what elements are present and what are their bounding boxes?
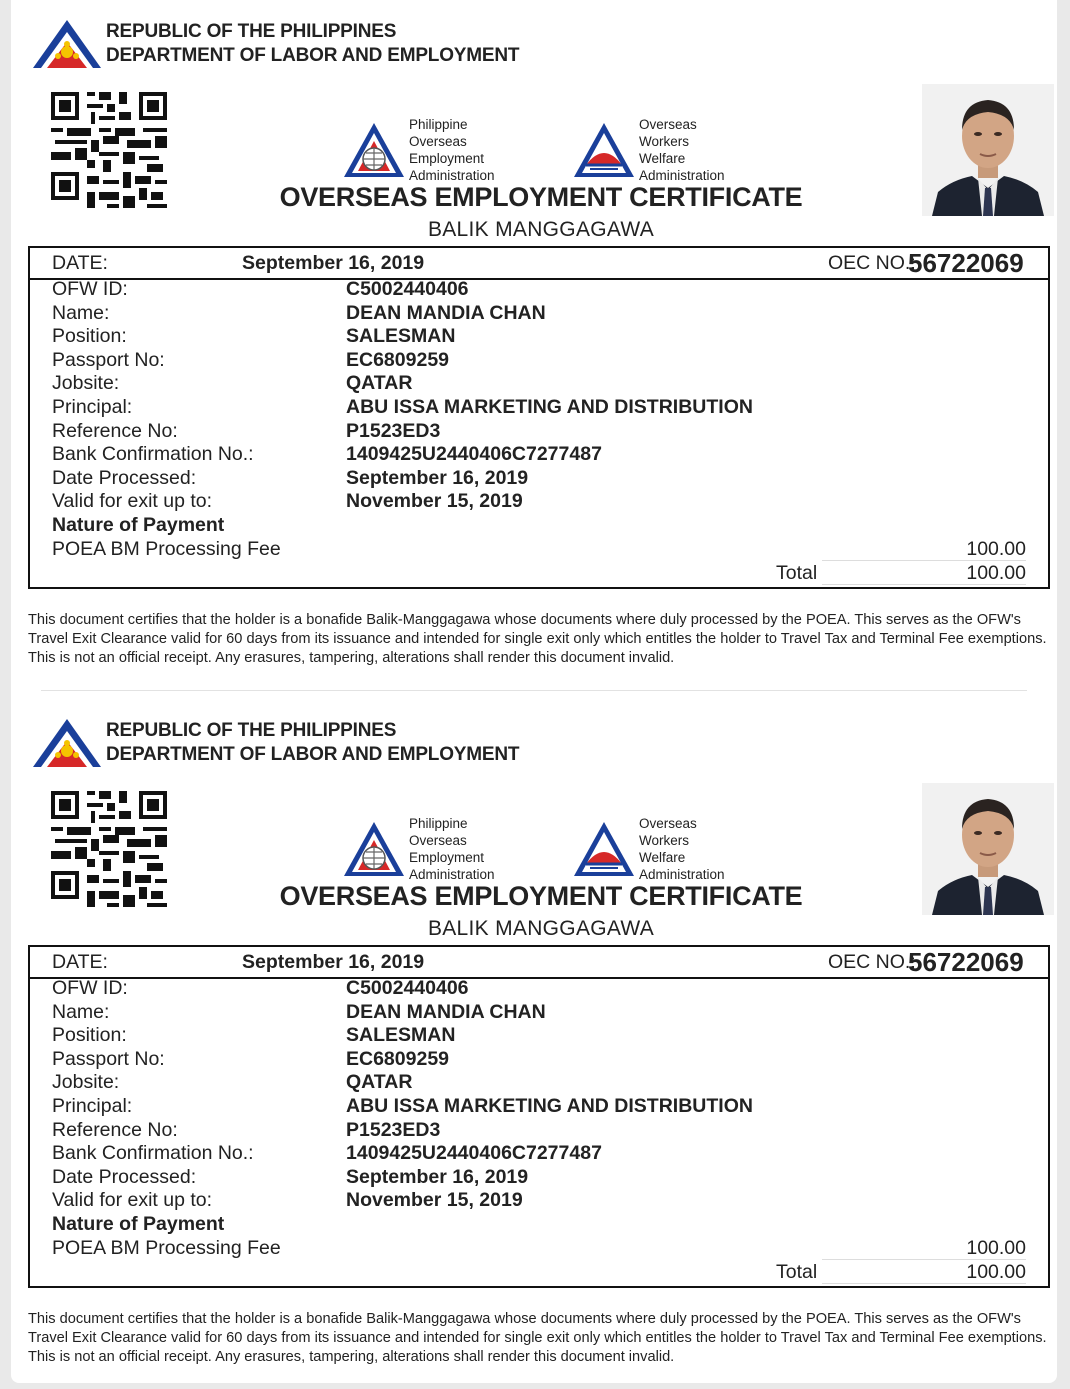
- poea-line: Employment: [409, 151, 485, 166]
- certificate-title: OVERSEAS EMPLOYMENT CERTIFICATE: [279, 182, 803, 212]
- certification-note: This document certifies that the holder is a bonafide Balik-Manggagawa whose documents where duly processed by the POEA. This serves as the OFW's Travel Exit Clearance valid for 60 days from its issuance and intended for single exit only which entitles the holder to Travel Tax and Terminal Fee exemptions. This is not an official receipt. Any erasures, tampering, alterations shall render this document invalid.: [28, 1311, 1047, 1365]
- poea-name: [409, 116, 495, 184]
- owwa-line: Welfare: [639, 151, 686, 166]
- field-label: Jobsite:: [52, 372, 120, 395]
- owwa-line: Workers: [639, 833, 690, 848]
- field-value: SALESMAN: [346, 325, 456, 348]
- date-row: [30, 947, 1048, 979]
- owwa-line: Administration: [639, 867, 725, 882]
- owwa-line: Welfare: [639, 850, 686, 865]
- poea-line: Philippine: [409, 816, 468, 831]
- field-label: Date Processed:: [52, 466, 197, 489]
- date-label: DATE:: [52, 951, 108, 973]
- amount-rule: [822, 1259, 1026, 1260]
- date-value: September 16, 2019: [242, 252, 425, 274]
- field-value: DEAN MANDIA CHAN: [346, 1000, 546, 1023]
- field-value: QATAR: [346, 1071, 413, 1094]
- poea-logo-icon: [342, 820, 406, 878]
- field-value: 1409425U2440406C7277487: [346, 1142, 602, 1165]
- date-label: DATE:: [52, 252, 108, 274]
- field-value: November 15, 2019: [346, 490, 523, 513]
- certificate-separator: [41, 690, 1027, 691]
- field-value: ABU ISSA MARKETING AND DISTRIBUTION: [346, 1095, 753, 1117]
- field-label: Valid for exit up to:: [52, 490, 213, 513]
- payment-amount: 100.00: [966, 1237, 1026, 1259]
- owwa-line: Administration: [639, 168, 725, 183]
- poea-name: [409, 815, 495, 883]
- field-label: Bank Confirmation No.:: [52, 1142, 254, 1165]
- poea-line: Overseas: [409, 833, 467, 848]
- poea-line: Philippine: [409, 117, 468, 132]
- field-value: November 15, 2019: [346, 1189, 523, 1212]
- government-header: [106, 719, 519, 767]
- field-label: OFW ID:: [52, 278, 128, 300]
- poea-logo-icon: [342, 121, 406, 179]
- field-label: Reference No:: [52, 1118, 178, 1141]
- document-page: [11, 0, 1057, 1383]
- header-department: DEPARTMENT OF LABOR AND EMPLOYMENT: [106, 45, 520, 66]
- field-label: Reference No:: [52, 419, 178, 442]
- header-republic: REPUBLIC OF THE PHILIPPINES: [106, 720, 397, 741]
- government-header: [106, 20, 519, 68]
- field-label: Date Processed:: [52, 1165, 197, 1188]
- poea-line: Administration: [409, 867, 495, 882]
- certificate-copy: [11, 0, 1057, 690]
- owwa-logo-icon: [572, 121, 636, 179]
- amount-rule: [822, 560, 1026, 561]
- field-label: Position:: [52, 1024, 127, 1047]
- owwa-line: Overseas: [639, 117, 697, 132]
- field-value: DEAN MANDIA CHAN: [346, 301, 546, 324]
- field-value: P1523ED3: [346, 419, 441, 442]
- total-amount: 100.00: [966, 562, 1026, 584]
- field-label: OFW ID:: [52, 977, 128, 999]
- total-label: Total: [776, 562, 818, 584]
- certificate-copy: [11, 699, 1057, 1389]
- field-label: Valid for exit up to:: [52, 1189, 213, 1212]
- certificate-details-box: [28, 246, 1050, 589]
- header-department: DEPARTMENT OF LABOR AND EMPLOYMENT: [106, 744, 520, 765]
- header-republic: REPUBLIC OF THE PHILIPPINES: [106, 21, 397, 42]
- payment-amount: 100.00: [966, 538, 1026, 560]
- oec-label: OEC NO.:: [828, 951, 916, 973]
- field-value: ABU ISSA MARKETING AND DISTRIBUTION: [346, 396, 753, 418]
- field-label: Name:: [52, 301, 110, 324]
- field-label: Principal:: [52, 1095, 133, 1117]
- oec-number: 56722069: [908, 248, 1024, 278]
- field-value: C5002440406: [346, 977, 469, 999]
- field-value: EC6809259: [346, 1047, 450, 1070]
- owwa-name: [639, 815, 725, 883]
- certificate-details-box: [28, 945, 1050, 1288]
- owwa-name: [639, 116, 725, 184]
- certificate-subtitle: BALIK MANGGAGAWA: [427, 917, 655, 940]
- date-row: [30, 248, 1048, 280]
- certification-note: This document certifies that the holder is a bonafide Balik-Manggagawa whose documents where duly processed by the POEA. This serves as the OFW's Travel Exit Clearance valid for 60 days from its issuance and intended for single exit only which entitles the holder to Travel Tax and Terminal Fee exemptions. This is not an official receipt. Any erasures, tampering, alterations shall render this document invalid.: [28, 612, 1047, 666]
- field-value: 1409425U2440406C7277487: [346, 443, 602, 466]
- field-value: P1523ED3: [346, 1118, 441, 1141]
- payment-item: POEA BM Processing Fee: [52, 538, 281, 560]
- field-value: QATAR: [346, 372, 413, 395]
- field-label: Bank Confirmation No.:: [52, 443, 254, 466]
- dole-seal-icon: [31, 717, 103, 769]
- payment-heading: Nature of Payment: [52, 514, 225, 536]
- date-value: September 16, 2019: [242, 951, 425, 973]
- field-value: EC6809259: [346, 348, 450, 371]
- field-value: C5002440406: [346, 278, 469, 300]
- field-label: Principal:: [52, 396, 133, 418]
- poea-line: Administration: [409, 168, 495, 183]
- payment-heading: Nature of Payment: [52, 1213, 225, 1235]
- poea-line: Employment: [409, 850, 485, 865]
- owwa-line: Overseas: [639, 816, 697, 831]
- payment-item: POEA BM Processing Fee: [52, 1237, 281, 1259]
- total-rule: [822, 584, 1026, 585]
- field-label: Passport No:: [52, 1047, 165, 1070]
- owwa-line: Workers: [639, 134, 690, 149]
- owwa-logo-icon: [572, 820, 636, 878]
- field-label: Name:: [52, 1000, 110, 1023]
- field-value: SALESMAN: [346, 1024, 456, 1047]
- oec-number: 56722069: [908, 947, 1024, 977]
- dole-seal-icon: [31, 18, 103, 70]
- oec-label: OEC NO.:: [828, 252, 916, 274]
- total-rule: [822, 1283, 1026, 1284]
- field-value: September 16, 2019: [346, 1165, 529, 1188]
- field-label: Jobsite:: [52, 1071, 120, 1094]
- certificate-subtitle: BALIK MANGGAGAWA: [427, 218, 655, 241]
- field-value: September 16, 2019: [346, 466, 529, 489]
- poea-line: Overseas: [409, 134, 467, 149]
- field-label: Position:: [52, 325, 127, 348]
- field-label: Passport No:: [52, 348, 165, 371]
- certificate-title: OVERSEAS EMPLOYMENT CERTIFICATE: [279, 881, 803, 911]
- total-label: Total: [776, 1261, 818, 1283]
- total-amount: 100.00: [966, 1261, 1026, 1283]
